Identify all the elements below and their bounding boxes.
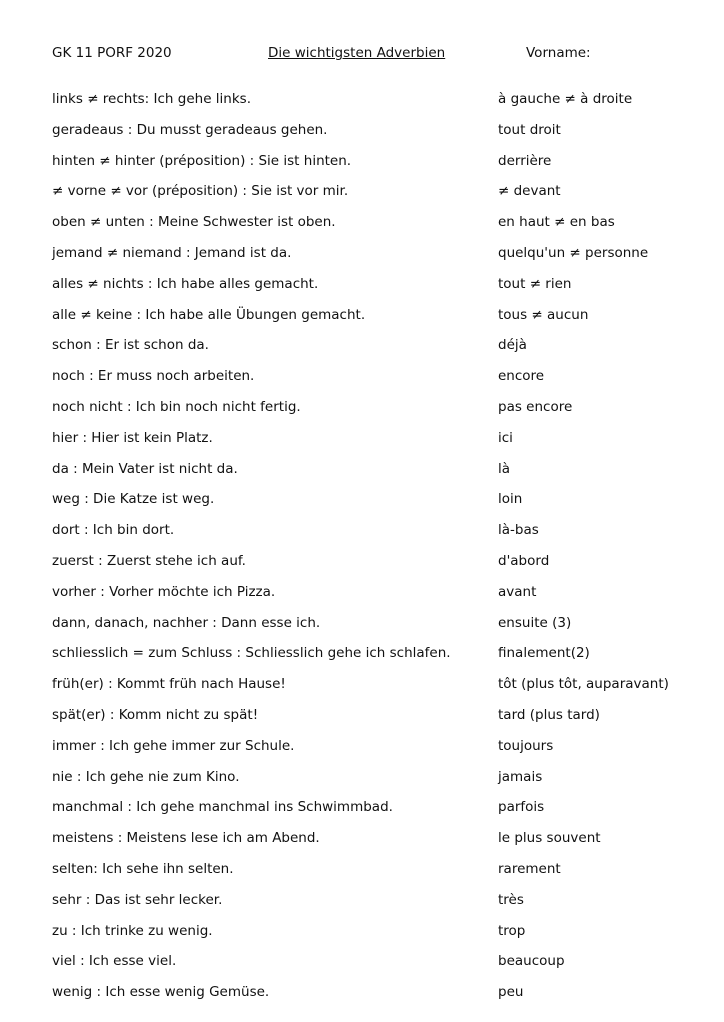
vocab-row xyxy=(0,276,724,307)
french-translation: quelqu'un ≠ personne xyxy=(498,244,649,261)
german-adverb-example: hier : Hier ist kein Platz. xyxy=(52,429,213,446)
vocab-row xyxy=(0,430,724,461)
french-translation: tout ≠ rien xyxy=(498,275,572,292)
french-translation: tôt (plus tôt, auparavant) xyxy=(498,676,669,693)
german-adverb-example: selten: Ich sehe ihn selten. xyxy=(52,860,234,877)
french-translation: pas encore xyxy=(498,398,573,415)
french-translation: rarement xyxy=(498,860,561,877)
german-adverb-example: dann, danach, nachher : Dann esse ich. xyxy=(52,614,321,631)
vocab-row xyxy=(0,923,724,954)
vocab-row xyxy=(0,307,724,338)
vocab-row xyxy=(0,122,724,153)
vocab-row xyxy=(0,491,724,522)
vocab-row xyxy=(0,769,724,800)
vocab-row xyxy=(0,738,724,769)
german-adverb-example: nie : Ich gehe nie zum Kino. xyxy=(52,768,240,785)
french-translation: tard (plus tard) xyxy=(498,706,600,723)
vocab-row xyxy=(0,861,724,892)
french-translation: peu xyxy=(498,984,524,1001)
french-translation: déjà xyxy=(498,337,527,354)
first-name-label: Vorname: xyxy=(526,45,591,61)
french-translation: là xyxy=(498,460,511,477)
german-adverb-example: hinten ≠ hinter (préposition) : Sie ist hinten. xyxy=(52,152,352,169)
german-adverb-example: vorher : Vorher möchte ich Pizza. xyxy=(52,583,276,600)
vocab-row xyxy=(0,245,724,276)
french-translation: beaucoup xyxy=(498,953,565,970)
german-adverb-example: schon : Er ist schon da. xyxy=(52,337,209,354)
vocab-row xyxy=(0,892,724,923)
german-adverb-example: dort : Ich bin dort. xyxy=(52,522,175,539)
french-translation: en haut ≠ en bas xyxy=(498,214,615,231)
german-adverb-example: da : Mein Vater ist nicht da. xyxy=(52,460,238,477)
vocabulary-list xyxy=(0,91,724,1015)
vocab-row xyxy=(0,676,724,707)
french-translation: ensuite (3) xyxy=(498,614,572,631)
vocab-row xyxy=(0,953,724,984)
french-translation: parfois xyxy=(498,799,545,816)
vocab-row xyxy=(0,461,724,492)
vocab-row xyxy=(0,183,724,214)
vocab-row xyxy=(0,522,724,553)
german-adverb-example: schliesslich = zum Schluss : Schliesslich gehe ich schlafen. xyxy=(52,645,451,662)
german-adverb-example: manchmal : Ich gehe manchmal ins Schwimmbad. xyxy=(52,799,393,816)
vocab-row xyxy=(0,337,724,368)
vocab-row xyxy=(0,368,724,399)
german-adverb-example: geradeaus : Du musst geradeaus gehen. xyxy=(52,121,328,138)
vocab-row xyxy=(0,799,724,830)
german-adverb-example: zuerst : Zuerst stehe ich auf. xyxy=(52,552,246,569)
french-translation: tout droit xyxy=(498,121,561,138)
vocab-row xyxy=(0,91,724,122)
german-adverb-example: meistens : Meistens lese ich am Abend. xyxy=(52,830,320,847)
french-translation: tous ≠ aucun xyxy=(498,306,589,323)
vocab-row xyxy=(0,645,724,676)
vocab-row xyxy=(0,214,724,245)
vocab-row xyxy=(0,153,724,184)
german-adverb-example: oben ≠ unten : Meine Schwester ist oben. xyxy=(52,214,336,231)
german-adverb-example: wenig : Ich esse wenig Gemüse. xyxy=(52,984,270,1001)
german-adverb-example: alles ≠ nichts : Ich habe alles gemacht. xyxy=(52,275,319,292)
german-adverb-example: spät(er) : Komm nicht zu spät! xyxy=(52,706,259,723)
german-adverb-example: noch nicht : Ich bin noch nicht fertig. xyxy=(52,398,301,415)
french-translation: là-bas xyxy=(498,522,539,539)
course-code: GK 11 PORF 2020 xyxy=(52,45,172,61)
german-adverb-example: weg : Die Katze ist weg. xyxy=(52,491,215,508)
vocab-row xyxy=(0,830,724,861)
german-adverb-example: immer : Ich gehe immer zur Schule. xyxy=(52,737,295,754)
german-adverb-example: sehr : Das ist sehr lecker. xyxy=(52,891,223,908)
vocab-row xyxy=(0,399,724,430)
page-header xyxy=(0,45,724,65)
french-translation: jamais xyxy=(498,768,543,785)
french-translation: très xyxy=(498,891,524,908)
french-translation: ≠ devant xyxy=(498,183,561,200)
german-adverb-example: viel : Ich esse viel. xyxy=(52,953,177,970)
french-translation: trop xyxy=(498,922,526,939)
german-adverb-example: alle ≠ keine : Ich habe alle Übungen gemacht. xyxy=(52,306,366,323)
vocab-row xyxy=(0,584,724,615)
vocab-row xyxy=(0,707,724,738)
french-translation: avant xyxy=(498,583,537,600)
vocab-row xyxy=(0,984,724,1015)
french-translation: à gauche ≠ à droite xyxy=(498,91,633,107)
vocab-row xyxy=(0,615,724,646)
french-translation: d'abord xyxy=(498,552,550,569)
vocab-row xyxy=(0,553,724,584)
french-translation: loin xyxy=(498,491,523,508)
french-translation: toujours xyxy=(498,737,554,754)
german-adverb-example: jemand ≠ niemand : Jemand ist da. xyxy=(52,244,292,261)
german-adverb-example: früh(er) : Kommt früh nach Hause! xyxy=(52,676,286,693)
french-translation: finalement(2) xyxy=(498,645,590,662)
german-adverb-example: ≠ vorne ≠ vor (préposition) : Sie ist vor mir. xyxy=(52,183,349,200)
french-translation: ici xyxy=(498,429,513,446)
german-adverb-example: zu : Ich trinke zu wenig. xyxy=(52,922,213,939)
page-title: Die wichtigsten Adverbien xyxy=(268,45,446,61)
french-translation: le plus souvent xyxy=(498,830,601,847)
french-translation: encore xyxy=(498,368,545,385)
german-adverb-example: links ≠ rechts: Ich gehe links. xyxy=(52,91,251,107)
german-adverb-example: noch : Er muss noch arbeiten. xyxy=(52,368,255,385)
french-translation: derrière xyxy=(498,152,552,169)
